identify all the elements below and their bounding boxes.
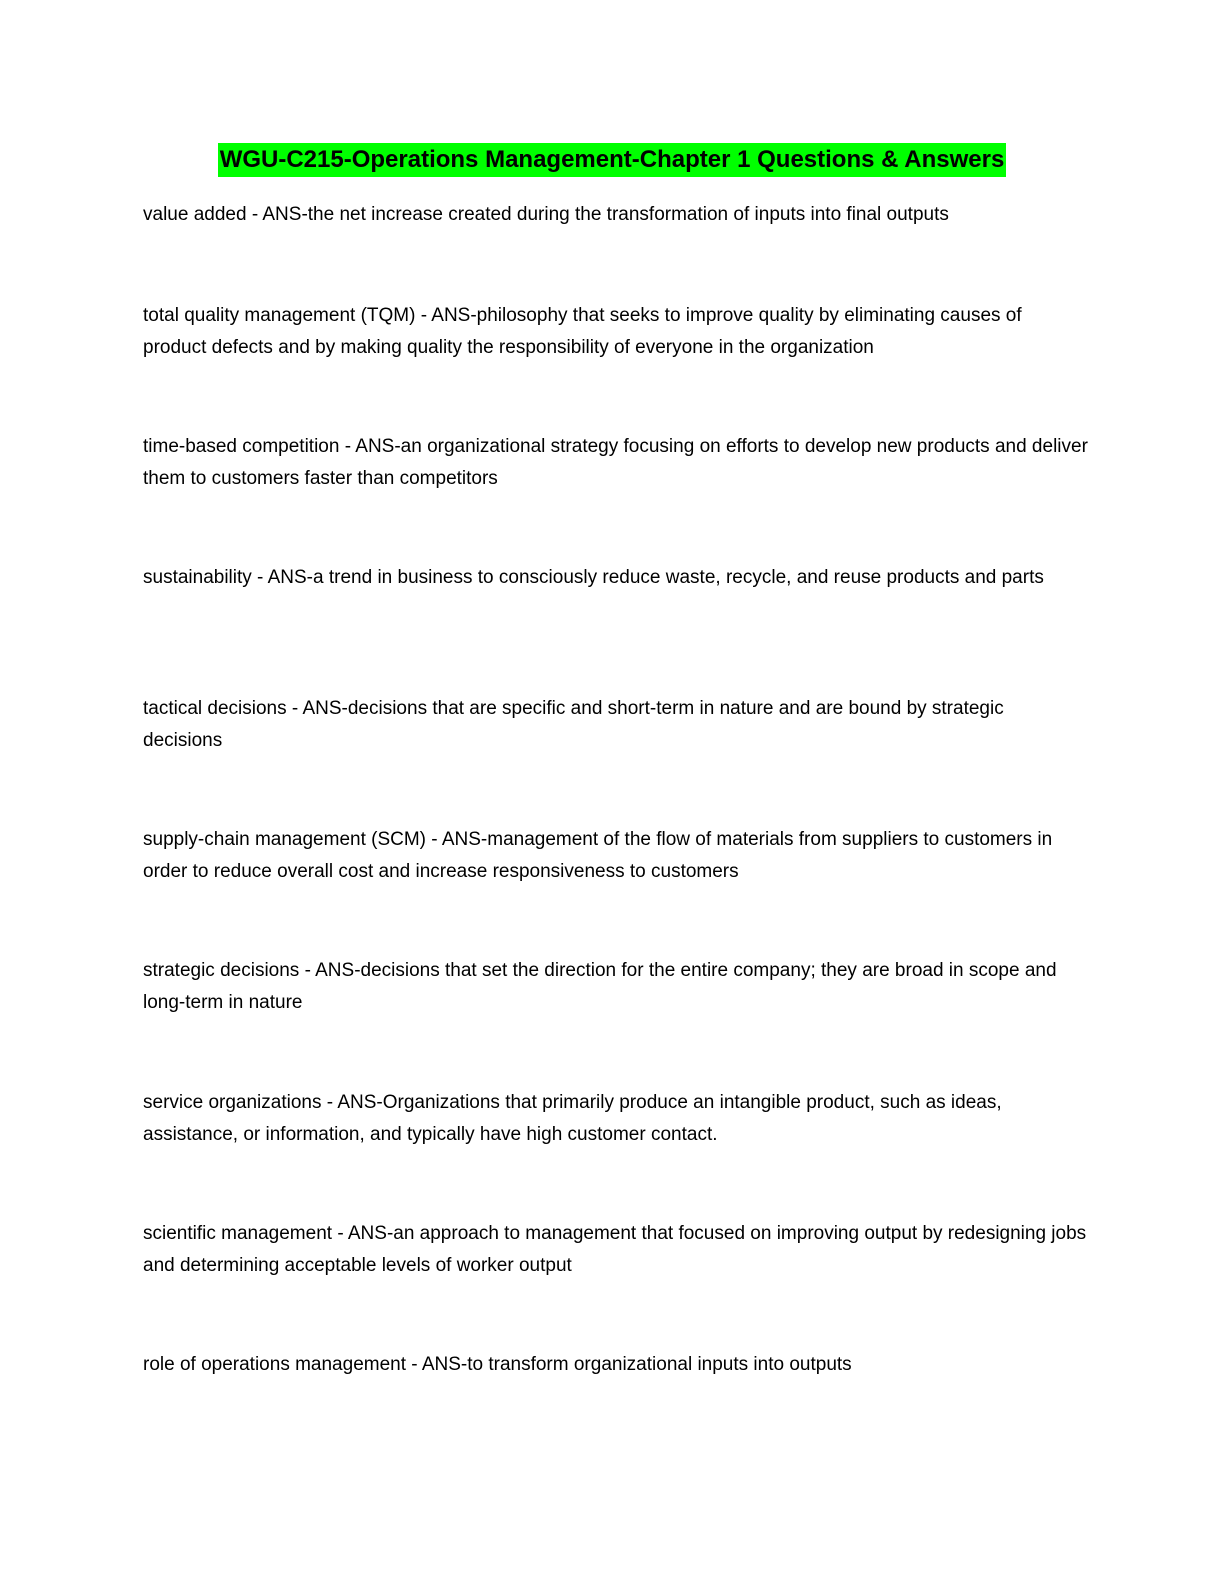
qa-entry-role-of-operations-management: role of operations management - ANS-to transform organizational inputs into outputs <box>143 1354 852 1375</box>
title-container <box>0 143 1224 177</box>
qa-entry-scientific-management: scientific management - ANS-an approach to management that focused on improving output by redesigning jobs and determining acceptable levels of worker output <box>143 1223 1087 1276</box>
qa-entry-scm: supply-chain management (SCM) - ANS-management of the flow of materials from suppliers to customers in order to reduce overall cost and increase responsiveness to customers <box>143 829 1053 882</box>
qa-entry-tqm: total quality management (TQM) - ANS-philosophy that seeks to improve quality by eliminating causes of product defects and by making quality the responsibility of everyone in the organization <box>143 305 1022 358</box>
qa-entry-service-organizations: service organizations - ANS-Organizations that primarily produce an intangible product, such as ideas, assistance, or information, and typically have high customer contact. <box>143 1092 1002 1145</box>
qa-entry-tactical-decisions: tactical decisions - ANS-decisions that are specific and short-term in nature and are bound by strategic decisions <box>143 698 1004 751</box>
qa-entry-time-based-competition: time-based competition - ANS-an organizational strategy focusing on efforts to develop new products and deliver them to customers faster than competitors <box>143 436 1088 489</box>
document-title: WGU-C215-Operations Management-Chapter 1 Questions & Answers <box>218 143 1007 177</box>
qa-entry-value-added: value added - ANS-the net increase created during the transformation of inputs into final outputs <box>143 204 949 225</box>
qa-entry-strategic-decisions: strategic decisions - ANS-decisions that set the direction for the entire company; they are broad in scope and long-term in nature <box>143 960 1057 1013</box>
qa-entry-sustainability: sustainability - ANS-a trend in business to consciously reduce waste, recycle, and reuse products and parts <box>143 567 1044 588</box>
